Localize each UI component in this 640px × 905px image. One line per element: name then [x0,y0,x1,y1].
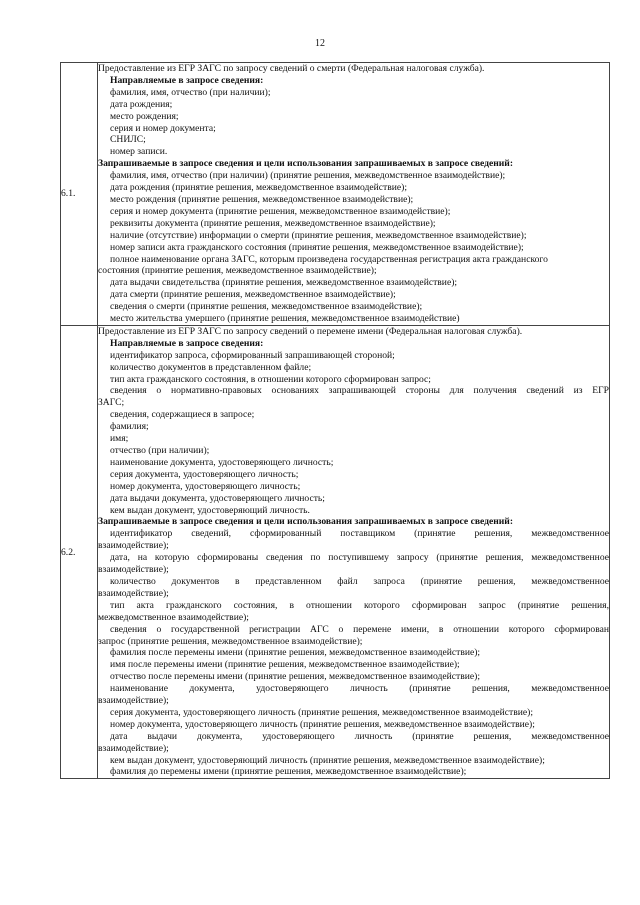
row-number: 6.1. [61,63,98,326]
list-item: дата смерти (принятие решения, межведомственное взаимодействие); [110,289,396,301]
list-item: ЗАГС; [98,397,125,409]
list-item: дата выдачи документа, удостоверяющего личность (принятие решения, межведомственное [110,730,609,742]
list-item: наличие (отсутствие) информации о смерти (принятие решения, межведомственное взаимодействие); [110,229,527,241]
page-number: 12 [315,38,325,49]
list-item: место рождения; [110,110,179,122]
list-item: реквизиты документа (принятие решения, межведомственное взаимодействие); [110,217,436,229]
list-item: имя; [110,433,129,445]
list-item: дата выдачи документа, удостоверяющего личность; [110,492,325,504]
table-row [61,63,610,326]
list-item: полное наименование органа ЗАГС, которым произведена государственная регистрация акта гражданского [110,253,548,265]
list-item: отчество после перемены имени (принятие решения, межведомственное взаимодействие); [110,671,480,683]
list-item: место жительства умершего (принятие решения, межведомственное взаимодействие) [110,313,460,325]
list-item: серия документа, удостоверяющего личность; [110,468,299,480]
list-item: СНИЛС; [110,134,146,146]
list-item: сведения о нормативно-правовых основаниях запрашивающей стороны для получения сведений из ЕГР [110,385,609,397]
service-title: Предоставление из ЕГР ЗАГС по запросу сведений о перемене имени (Федеральная налоговая служба). [98,325,523,337]
row-content [98,325,610,778]
list-item: запрос (принятие решения, межведомственное взаимодействие); [98,635,363,647]
list-item: взаимодействие); [98,540,169,552]
list-item: количество документов в представленном файле; [110,361,312,373]
list-item: взаимодействие); [98,742,169,754]
requested-header: Запрашиваемые в запросе сведения и цели использования запрашиваемых в запросе сведений: [98,516,514,528]
list-item: фамилия до перемены имени (принятие решения, межведомственное взаимодействие); [110,766,467,778]
list-item: сведения о смерти (принятие решения, межведомственное взаимодействие); [110,301,423,313]
list-item: наименование документа, удостоверяющего личность (принятие решения, межведомственное [110,683,609,695]
list-item: серия и номер документа; [110,122,216,134]
list-item: номер записи. [110,146,168,158]
list-item: идентификатор сведений, сформированный поставщиком (принятие решения, межведомственное [110,528,609,540]
row-number: 6.2. [61,325,98,778]
list-item: состояния (принятие решения, межведомственное взаимодействие); [98,265,377,277]
list-item: дата, на которую сформированы сведения по поступившему запросу (принятие решения, межведомственное [110,552,609,564]
list-item: количество документов в представленном файл запроса (принятие решения, межведомственное [110,575,609,587]
list-item: имя после перемены имени (принятие решения, межведомственное взаимодействие); [110,659,460,671]
list-item: номер документа, удостоверяющего личность; [110,480,301,492]
list-item: идентификатор запроса, сформированный запрашивающей стороной; [110,349,395,361]
list-item: взаимодействие); [98,564,169,576]
list-item: кем выдан документ, удостоверяющий личность. [110,504,310,516]
list-item: фамилия после перемены имени (принятие решения, межведомственное взаимодействие); [110,647,481,659]
list-item: серия и номер документа (принятие решения, межведомственное взаимодействие); [110,205,451,217]
list-item: серия документа, удостоверяющего личность (принятие решения, межведомственное взаимодействие); [110,706,534,718]
list-item: дата рождения; [110,98,173,110]
list-item: кем выдан документ, удостоверяющий личность (принятие решения, межведомственное взаимодействие); [110,754,545,766]
sent-header: Направляемые в запросе сведения: [110,337,264,349]
list-item: место рождения (принятие решения, межведомственное взаимодействие); [110,193,414,205]
row-content [98,63,610,326]
list-item: номер записи акта гражданского состояния (принятие решения, межведомственное взаимодействие); [110,241,524,253]
service-title: Предоставление из ЕГР ЗАГС по запросу сведений о смерти (Федеральная налоговая служба). [98,63,485,74]
list-item: дата рождения (принятие решения, межведомственное взаимодействие); [110,182,407,194]
services-table [60,62,610,779]
list-item: фамилия, имя, отчество (при наличии) (принятие решения, межведомственное взаимодействие); [110,170,506,182]
table-row [61,325,610,778]
list-item: фамилия, имя, отчество (при наличии); [110,86,271,98]
list-item: взаимодействие); [98,587,169,599]
list-item: номер документа, удостоверяющего личность (принятие решения, межведомственное взаимодействие); [110,718,535,730]
list-item: взаимодействие); [98,695,169,707]
list-item: дата выдачи свидетельства (принятие решения, межведомственное взаимодействие); [110,277,458,289]
list-item: отчество (при наличии); [110,445,210,456]
list-item: сведения, содержащиеся в запросе; [110,409,255,421]
sent-header: Направляемые в запросе сведения: [110,74,264,86]
list-item: наименование документа, удостоверяющего личность; [110,456,334,468]
list-item: сведения о государственной регистрации АГС о перемене имени, в отношении которого сформирован [110,623,609,635]
list-item: фамилия; [110,421,149,433]
requested-header: Запрашиваемые в запросе сведения и цели использования запрашиваемых в запросе сведений: [98,158,514,170]
list-item: межведомственное взаимодействие); [98,611,249,623]
list-item: тип акта гражданского состояния, в отношении которого сформирован запрос; [110,373,431,385]
list-item: тип акта гражданского состояния, в отношении которого сформирован запрос (принятие решения, [110,599,609,611]
